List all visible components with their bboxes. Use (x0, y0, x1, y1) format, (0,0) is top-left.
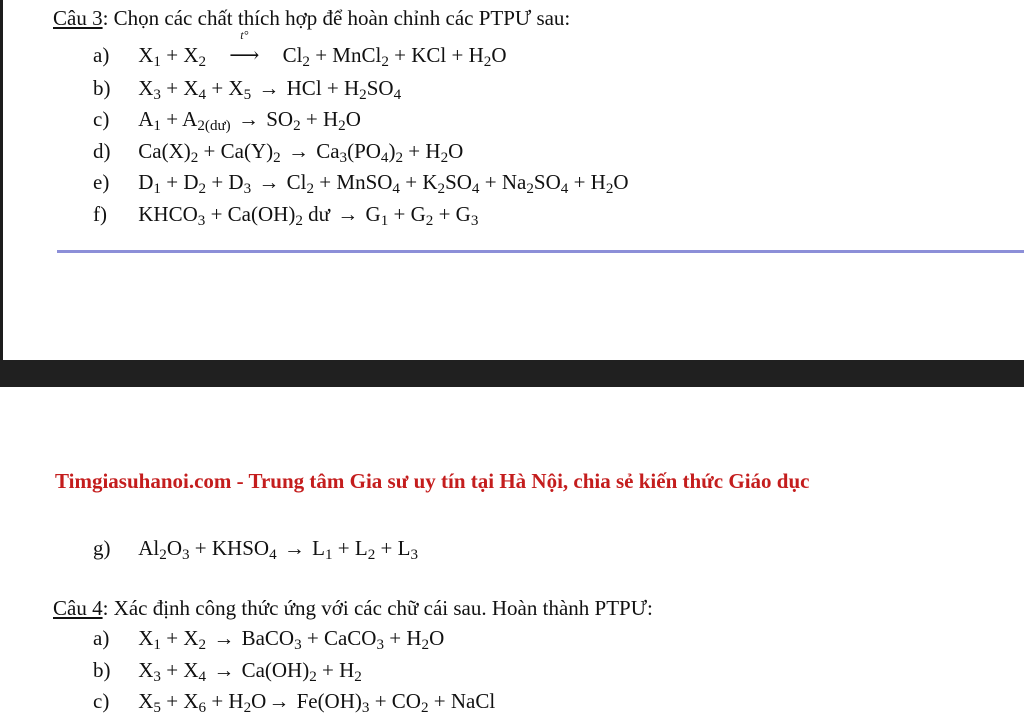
equation-letter: g) (93, 536, 111, 560)
question-3-label: Câu 3 (53, 6, 103, 30)
equation-letter: c) (93, 107, 110, 131)
equation-3e: $D_1 + D_2 + D_3 \to Cl_2$ + MnSO$_4$ + $K_2SO_4 + Na_2SO_4 + H_2O$ (138, 170, 629, 198)
equation-3g: $Al_2O_3$ + $KHSO_4 \to L_1 + L_2 + L_3$ (138, 536, 418, 564)
equation-row-4c (93, 688, 496, 717)
equation-row-3g (93, 535, 418, 564)
page-left-edge (0, 0, 3, 360)
equation-row-4b (93, 657, 362, 686)
equation-row-3b (93, 75, 402, 104)
section-divider-line (57, 250, 1024, 253)
question-3-heading (53, 6, 570, 30)
arrow-with-condition: t° ⟶ (215, 42, 273, 68)
equation-row-3c (93, 106, 361, 135)
equation-letter: a) (93, 43, 110, 67)
equation-letter: b) (93, 76, 111, 100)
question-4-label: Câu 4 (53, 596, 103, 620)
equation-row-3f (93, 201, 479, 230)
equation-letter: f) (93, 202, 107, 226)
equation-3d: $Ca(X)_2 + Ca(Y)_2 \to Ca_3(PO_4)_2 + H_2O$ (138, 139, 464, 167)
question-4-heading (53, 596, 653, 620)
equation-letter: e) (93, 170, 110, 194)
question-4-text: : Xác định công thức ứng với các chữ cái sau. Hoàn thành PTPƯ: (102, 596, 653, 620)
equation-letter: c) (93, 689, 110, 713)
equation-row-3d (93, 138, 464, 167)
equation-letter: b) (93, 658, 111, 682)
equation-3a: $X_1 + X_2$ t° ⟶ $Cl_2$ + MnCl$_2$ + KCl + $H_2O$ (138, 28, 507, 71)
page-separator-band (0, 360, 1024, 387)
question-3-text: : Chọn các chất thích hợp để hoàn chỉnh các PTPƯ sau: (102, 6, 571, 30)
excess-word: dư (308, 202, 331, 226)
equation-3b: $X_3 + X_4 + X_5$ → HCl + $H_2SO_4$ (138, 76, 402, 104)
equation-letter: a) (93, 626, 110, 650)
equation-letter: d) (93, 139, 111, 163)
equation-row-3a (93, 28, 507, 71)
equation-3c: $A_1 + A_{2(dư)} \to SO_2 + H_2O$ (138, 107, 361, 135)
arrow-condition: t° (240, 28, 249, 42)
site-banner-text: Timgiasuhanoi.com - Trung tâm Gia sư uy tín tại Hà Nội, chia sẻ kiến thức Giáo dục (55, 469, 810, 493)
equation-4a: $X_1 + X_2$ → BaCO$_3$ + CaCO$_3$ + $H_2O$ (138, 626, 445, 654)
equation-3f: $KHCO_3 + Ca(OH)_2$ dư → $G_1 + G_2 + G_3$ (138, 202, 479, 230)
equation-4b: $X_3 + X_4 \to Ca(OH)_2 + H_2$ (138, 658, 362, 686)
equation-row-4a (93, 625, 445, 654)
equation-row-3e (93, 169, 629, 198)
equation-4c: $X_5 + X_6 + H_2O\to Fe(OH)_3 + CO_2$ + NaCl (138, 689, 496, 717)
excess-condition: (dư) (204, 118, 231, 135)
